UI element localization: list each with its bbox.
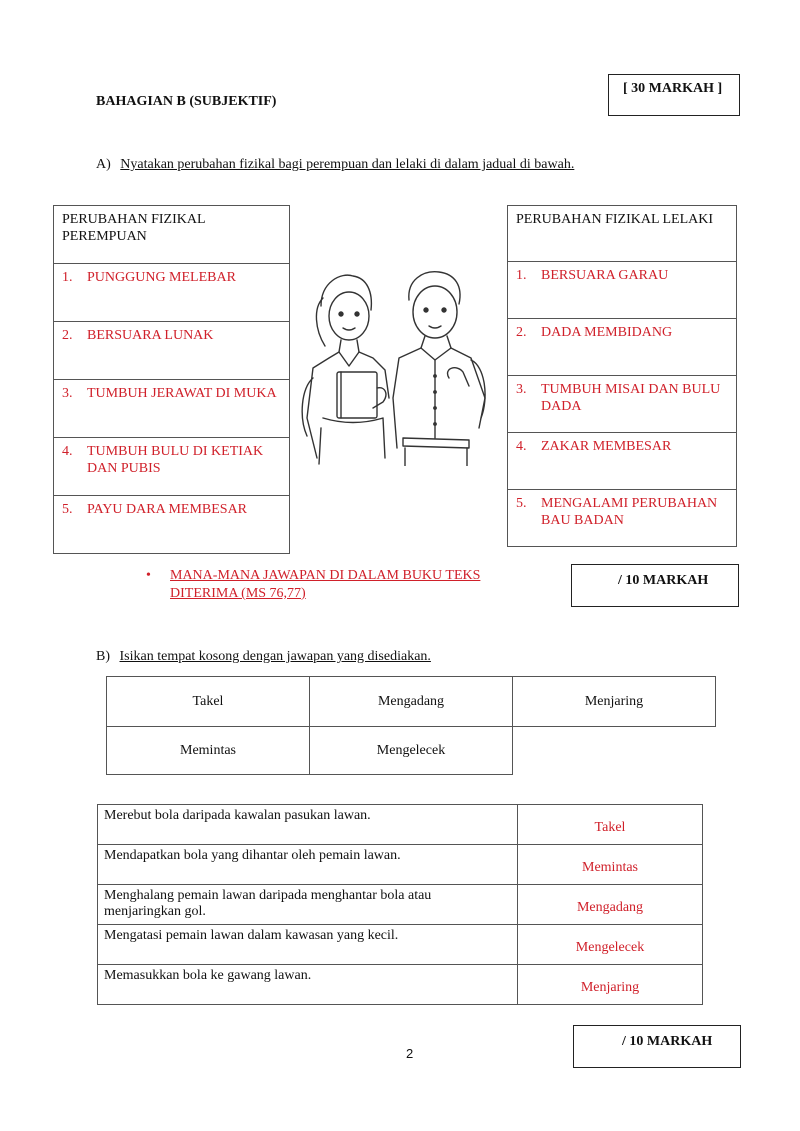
table-row bbox=[98, 845, 703, 885]
word-bank-table bbox=[106, 676, 716, 775]
part-b-label: B) bbox=[96, 649, 110, 664]
part-a-instruction bbox=[96, 157, 574, 173]
male-table-header: PERUBAHAN FIZIKAL LELAKI bbox=[508, 206, 737, 262]
fill-blank-table bbox=[97, 804, 703, 1005]
question-cell: Mengatasi pemain lawan dalam kawasan yang kecil. bbox=[98, 925, 518, 965]
word-bank-item: Takel bbox=[107, 677, 310, 727]
answer-note-text: MANA-MANA JAWAPAN DI DALAM BUKU TEKS DITERIMA (MS 76,77) bbox=[170, 568, 481, 601]
page-number: 2 bbox=[406, 1046, 414, 1061]
male-item: 1. BERSUARA GARAU bbox=[516, 268, 669, 283]
question-cell: Memasukkan bola ke gawang lawan. bbox=[98, 965, 518, 1005]
part-a-marks-label: / 10 MARKAH bbox=[618, 573, 709, 588]
table-row bbox=[98, 805, 703, 845]
question-cell: Menghalang pemain lawan daripada menghantar bola atau menjaringkan gol. bbox=[98, 885, 518, 925]
female-changes-table bbox=[53, 205, 290, 554]
female-item: 3. TUMBUH JERAWAT DI MUKA bbox=[62, 386, 277, 401]
female-item: 2. BERSUARA LUNAK bbox=[62, 328, 214, 343]
female-item: 5. PAYU DARA MEMBESAR bbox=[62, 502, 248, 517]
boy-figure bbox=[393, 272, 485, 466]
female-table-header: PERUBAHAN FIZIKAL PEREMPUAN bbox=[54, 206, 290, 264]
answer-cell[interactable]: Menjaring bbox=[518, 965, 703, 1005]
bullet-icon: • bbox=[146, 568, 151, 583]
section-title: BAHAGIAN B (SUBJEKTIF) bbox=[96, 94, 277, 109]
word-bank-item: Menjaring bbox=[513, 677, 716, 727]
male-changes-table bbox=[507, 205, 737, 547]
question-cell: Mendapatkan bola yang dihantar oleh pemain lawan. bbox=[98, 845, 518, 885]
question-cell: Merebut bola daripada kawalan pasukan lawan. bbox=[98, 805, 518, 845]
part-b-marks-label: / 10 MARKAH bbox=[622, 1034, 713, 1049]
word-bank-item: Mengadang bbox=[310, 677, 513, 727]
male-item: 3. TUMBUH MISAI DAN BULU DADA bbox=[516, 382, 721, 414]
girl-figure bbox=[302, 275, 389, 464]
answer-cell[interactable]: Takel bbox=[518, 805, 703, 845]
total-marks-box bbox=[608, 74, 740, 116]
answer-cell[interactable]: Mengadang bbox=[518, 885, 703, 925]
table-row bbox=[98, 885, 703, 925]
male-item: 5. MENGALAMI PERUBAHAN BAU BADAN bbox=[516, 496, 718, 528]
male-item: 2. DADA MEMBIDANG bbox=[516, 325, 673, 340]
answer-note bbox=[146, 567, 526, 603]
table-row bbox=[98, 925, 703, 965]
part-a-instruction-text: Nyatakan perubahan fizikal bagi perempuan dan lelaki di dalam jadual di bawah. bbox=[120, 157, 575, 172]
answer-cell[interactable]: Mengelecek bbox=[518, 925, 703, 965]
part-b-instruction bbox=[96, 649, 431, 665]
answer-cell[interactable]: Memintas bbox=[518, 845, 703, 885]
table-row bbox=[98, 965, 703, 1005]
word-bank-item: Memintas bbox=[107, 727, 310, 775]
part-b-instruction-text: Isikan tempat kosong dengan jawapan yang disediakan. bbox=[119, 649, 431, 664]
female-item: 1. PUNGGUNG MELEBAR bbox=[62, 270, 236, 285]
part-b-marks-box bbox=[573, 1025, 741, 1068]
total-marks-label: [ 30 MARKAH ] bbox=[623, 81, 723, 96]
part-a-marks-box bbox=[571, 564, 739, 607]
students-illustration bbox=[293, 268, 493, 466]
part-a-label: A) bbox=[96, 157, 111, 172]
male-item: 4. ZAKAR MEMBESAR bbox=[516, 439, 672, 454]
word-bank-item: Mengelecek bbox=[310, 727, 513, 775]
female-item: 4. TUMBUH BULU DI KETIAK DAN PUBIS bbox=[62, 444, 264, 476]
